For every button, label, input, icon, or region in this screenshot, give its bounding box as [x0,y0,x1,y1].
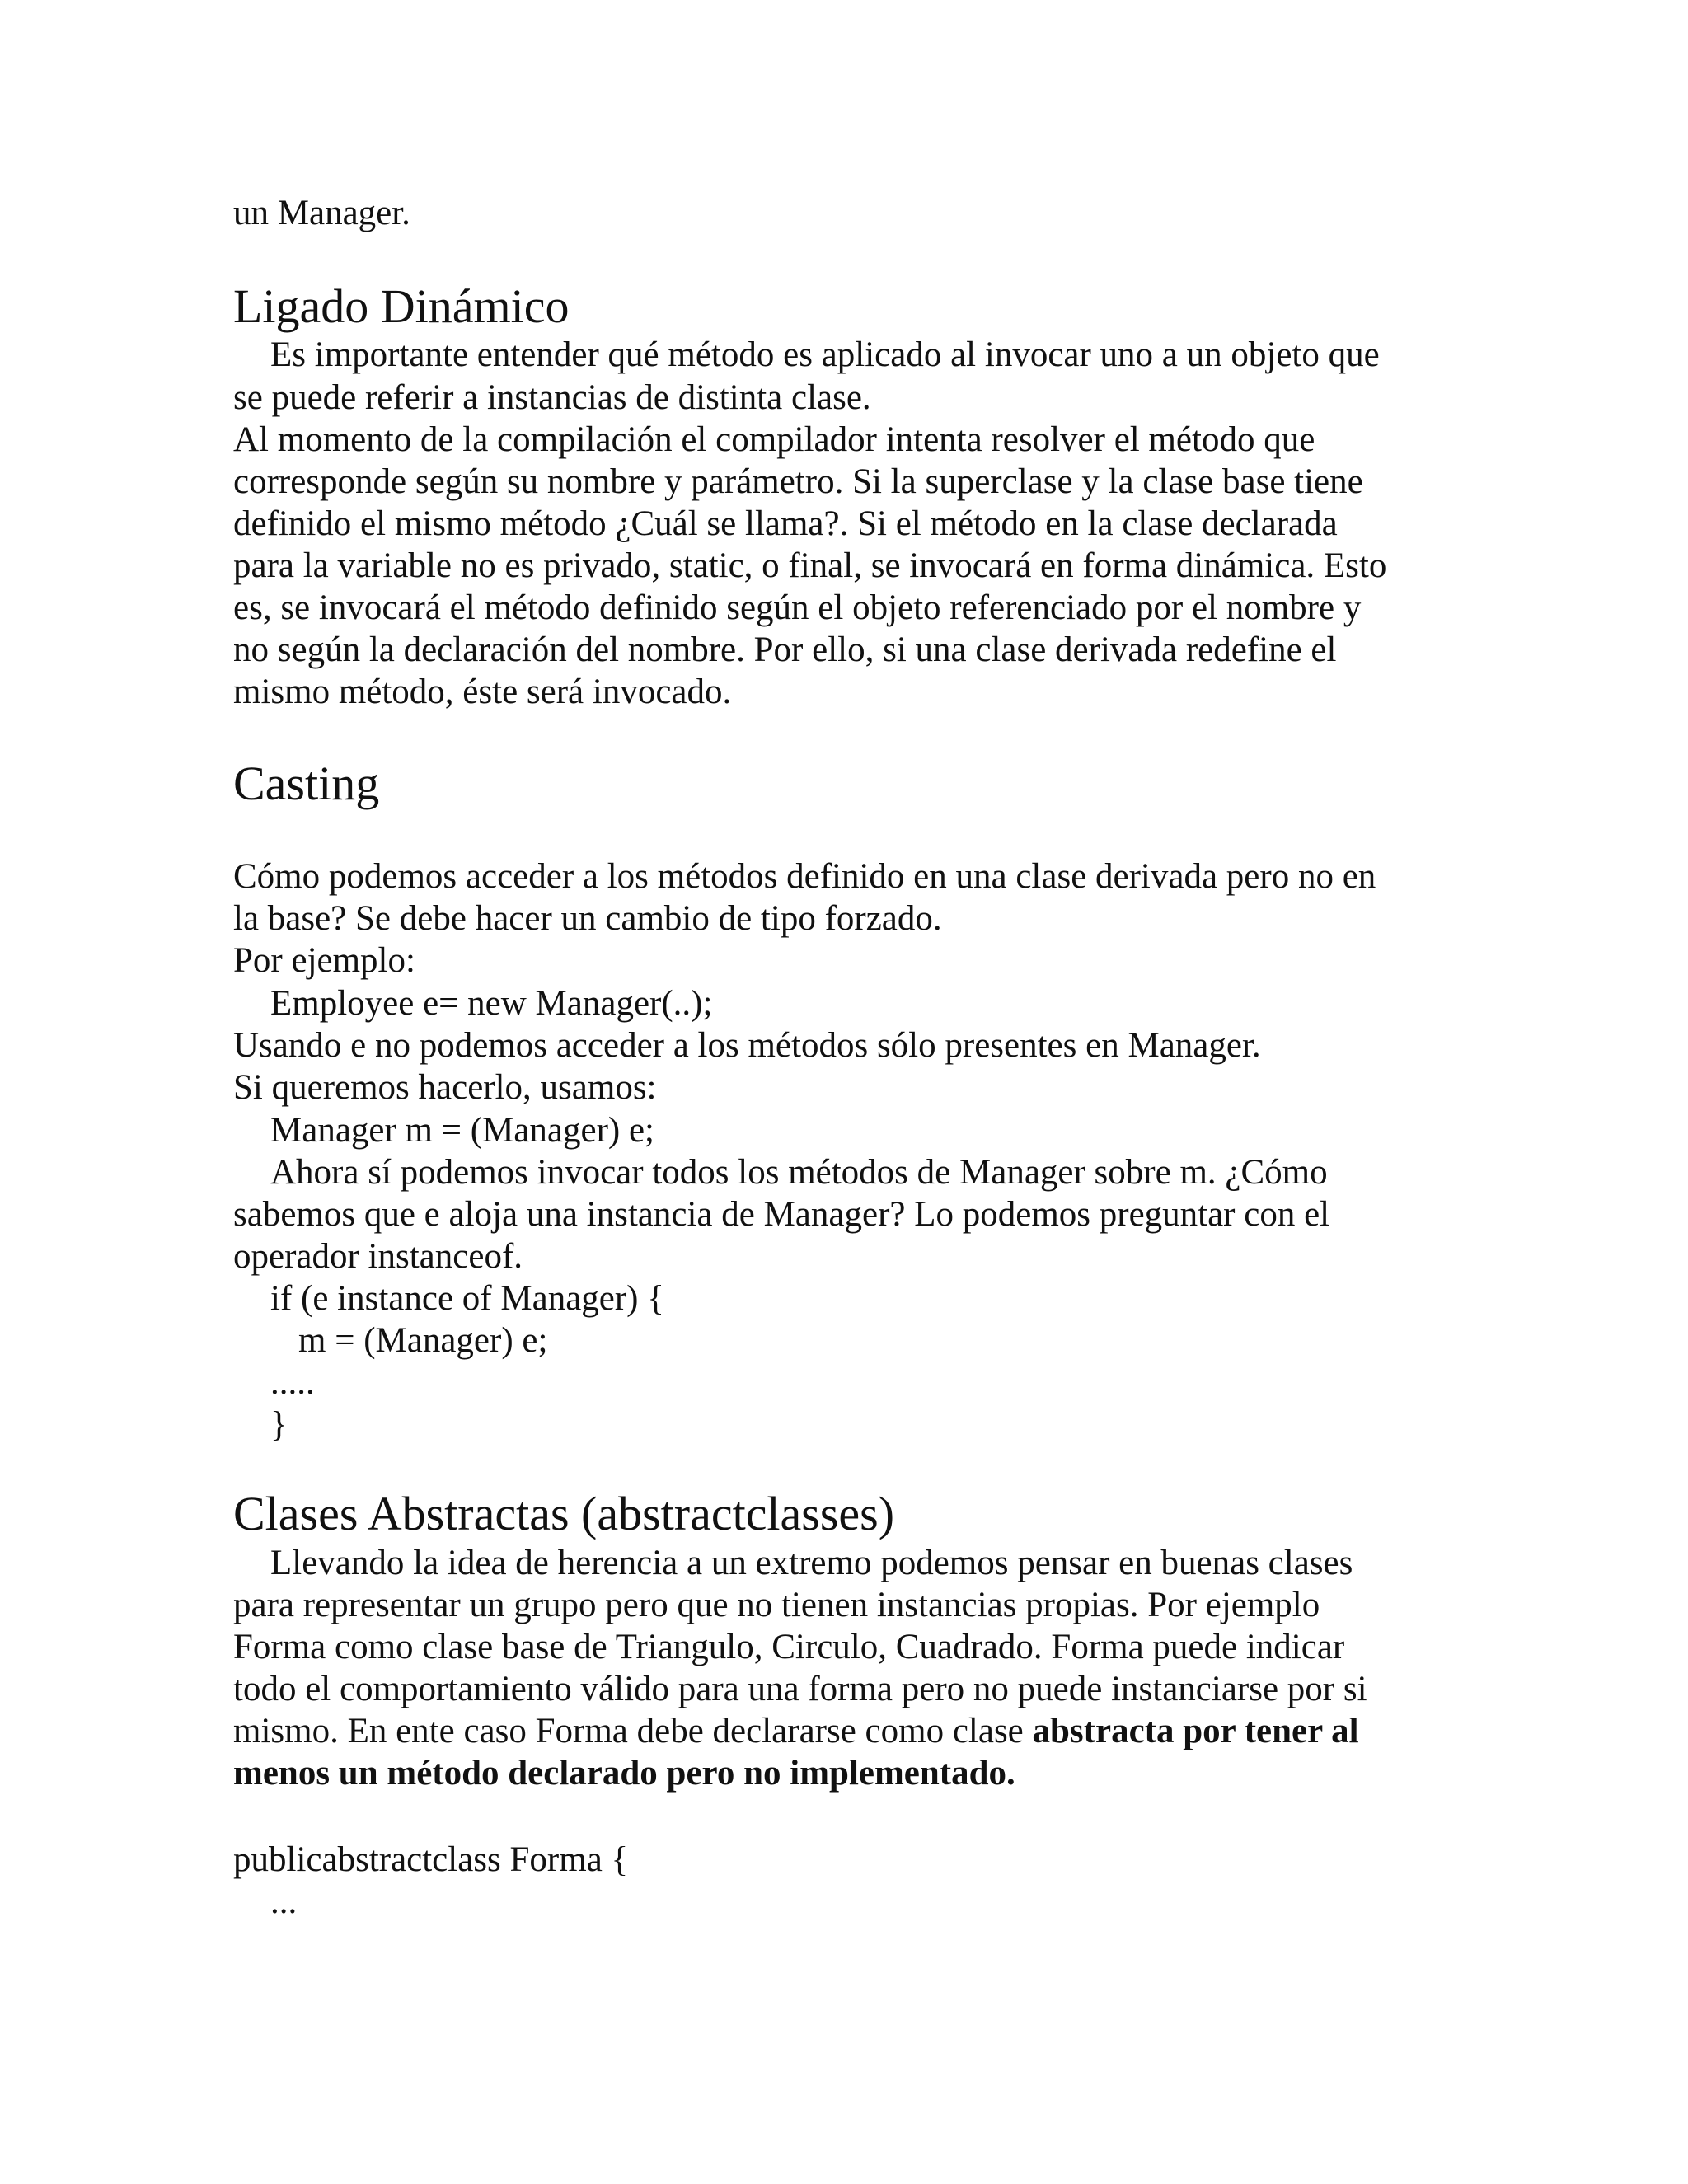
code-line: ..... [270,1363,315,1402]
paragraph-line: se puede referir a instancias de distinta clase. [233,378,871,417]
code-line: publicabstractclass Forma { [233,1840,629,1879]
paragraph-line: sabemos que e aloja una instancia de Manager? Lo podemos preguntar con el [233,1195,1330,1234]
paragraph-line: para la variable no es privado, static, o final, se invocará en forma dinámica. Esto [233,546,1387,585]
paragraph-line: para representar un grupo pero que no tienen instancias propias. Por ejemplo [233,1586,1320,1624]
code-line: Manager m = (Manager) e; [270,1111,654,1150]
paragraph-line: Por ejemplo: [233,941,415,980]
paragraph-line: Forma como clase base de Triangulo, Circulo, Cuadrado. Forma puede indicar [233,1628,1345,1666]
paragraph-text: mismo. En ente caso Forma debe declararse como clase [233,1712,1033,1750]
paragraph-line: mismo método, éste será invocado. [233,673,732,711]
paragraph-line: Usando e no podemos acceder a los métodos sólo presentes en Manager. [233,1026,1261,1065]
code-line: Employee e= new Manager(..); [270,984,713,1023]
code-line: } [270,1405,288,1444]
paragraph-line: todo el comportamiento válido para una forma pero no puede instanciarse por si [233,1670,1367,1708]
code-line: m = (Manager) e; [298,1321,548,1360]
bold-text: abstracta por tener al [1032,1712,1359,1750]
paragraph-line: Ahora sí podemos invocar todos los métodos de Manager sobre m. ¿Cómo [270,1153,1328,1192]
heading-clases-abstractas: Clases Abstractas (abstractclasses) [233,1487,895,1540]
paragraph-line [233,1710,1359,1753]
paragraph-line: Al momento de la compilación el compilador intenta resolver el método que [233,420,1315,459]
heading-casting: Casting [233,757,380,810]
paragraph-line: Es importante entender qué método es aplicado al invocar uno a un objeto que [270,335,1380,374]
paragraph-line: corresponde según su nombre y parámetro. Si la superclase y la clase base tiene [233,462,1363,501]
paragraph-line: definido el mismo método ¿Cuál se llama?. Si el método en la clase declarada [233,504,1338,543]
paragraph-line: la base? Se debe hacer un cambio de tipo forzado. [233,899,942,938]
paragraph-line: Llevando la idea de herencia a un extremo podemos pensar en buenas clases [270,1544,1353,1582]
heading-ligado-dinamico: Ligado Dinámico [233,279,570,333]
code-line: ... [270,1882,298,1921]
bold-line: menos un método declarado pero no implementado. [233,1754,1015,1793]
code-line: if (e instance of Manager) { [270,1279,664,1318]
paragraph-line: es, se invocará el método definido según el objeto referenciado por el nombre y [233,588,1362,627]
paragraph-line: no según la declaración del nombre. Por ello, si una clase derivada redefine el [233,630,1337,669]
intro-line: un Manager. [233,194,410,232]
paragraph-line: Si queremos hacerlo, usamos: [233,1068,657,1107]
paragraph-line: operador instanceof. [233,1237,523,1276]
paragraph-line: Cómo podemos acceder a los métodos definido en una clase derivada pero no en [233,857,1376,896]
